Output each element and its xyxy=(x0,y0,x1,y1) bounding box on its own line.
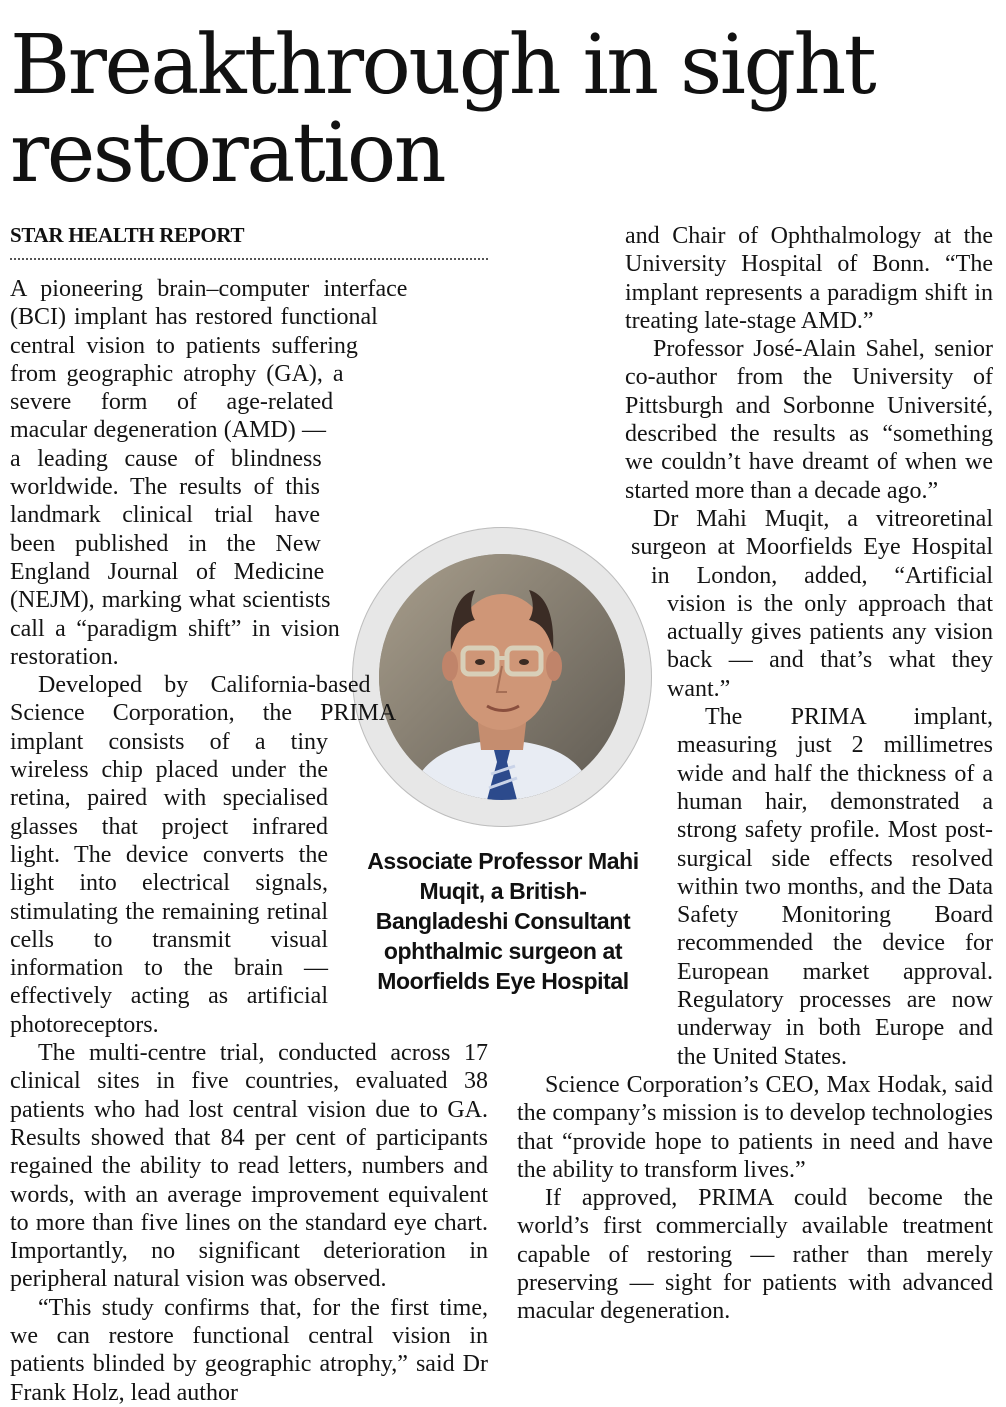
right-column xyxy=(517,222,993,1326)
left-column xyxy=(10,275,488,1407)
byline-divider xyxy=(10,258,488,260)
left-para-4: “This study confirms that, for the first time, we can restore functional central vision in patients blinded by geographic atrophy,” said Dr Frank Holz, lead author xyxy=(10,1294,488,1406)
left-para-3: The multi-centre trial, conducted across 17 clinical sites in five countries, evaluated 38 patients who had lost central vision due to GA. Results showed that 84 per cent of participants regained the ability to read letters, numbers and words, with an average improvement equivalent to more than five lines on the standard eye chart. Importantly, no significant deterioration in peripheral natural vision was observed. xyxy=(10,1040,488,1293)
right-para-5: Science Corporation’s CEO, Max Hodak, said the company’s mission is to develop technologies that “provide hope to patients in need and have the ability to transform lives.” xyxy=(517,1071,993,1183)
right-para-2: Professor José-Alain Sahel, senior co-author from the University of Pittsburgh and Sorbonne Université, described the results as “something we couldn’t have dreamt of when we started more than a decade ago.” xyxy=(625,336,993,504)
left-para-2: Developed by California-based Science Corporation, the PRIMA implant consists of a tiny wireless chip placed under the retina, paired with specialised glasses that project infrared light. The device converts the light into electrical signals, stimulating the remaining retinal cells to transmit visual information to the brain — effectively acting as artificial photoreceptors. xyxy=(10,672,397,1038)
headline: Breakthrough in sight restoration xyxy=(10,18,875,201)
left-para-1: A pioneering brain–computer interface (BCI) implant has restored functional central vision to patients suffering from geographic atrophy (GA), a severe form of age-related macular degeneration (AMD) — a leading cause of blindness worldwide. The results of this landmark clinical trial have been published in the New England Journal of Medicine (NEJM), marking what scientists call a “paradigm shift” in vision restoration. xyxy=(10,276,408,670)
right-para-1: and Chair of Ophthalmology at the University Hospital of Bonn. “The implant represents a paradigm shift in treating late-stage AMD.” xyxy=(625,223,993,334)
right-para-4: The PRIMA implant, measuring just 2 millimetres wide and half the thickness of a human hair, demonstrated a strong safety profile. Most post-surgical side effects resolved within two months, and the Data Safety Monitoring Board recommended the device for European market approval. Regulatory processes are now underway in both Europe and the United States. xyxy=(677,704,993,1070)
right-para-3: Dr Mahi Muqit, a vitreoretinal surgeon at Moorfields Eye Hospital in London, added, “Artificial vision is the only approach that actually gives patients any vision back — and that’s what they want.” xyxy=(631,505,993,702)
right-para-6: If approved, PRIMA could become the world’s first commercially available treatment capable of restoring — rather than merely preserving — sight for patients with advanced macular degeneration. xyxy=(517,1185,993,1325)
byline: STAR HEALTH REPORT xyxy=(10,223,245,247)
photo-caption: Associate Professor Mahi Muqit, a British-Bangladeshi Consultant ophthalmic surgeon at Moorfields Eye Hospital xyxy=(367,848,639,994)
